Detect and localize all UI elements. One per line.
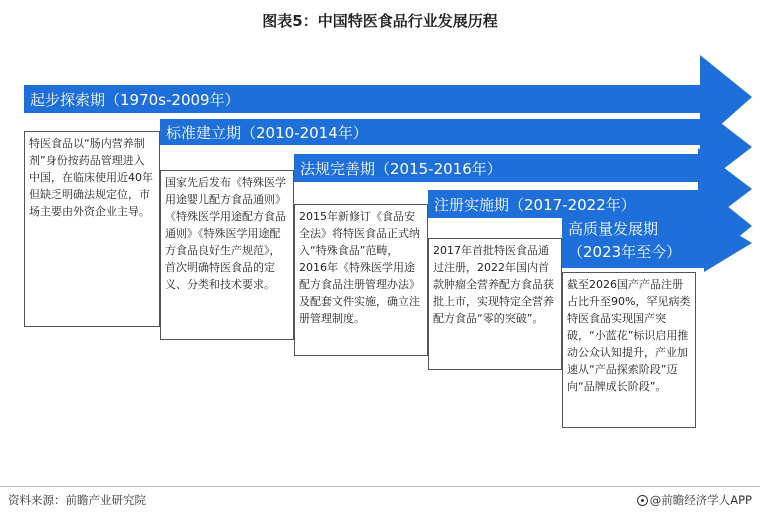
chart-title: 图表5：中国特医食品行业发展历程	[262, 12, 498, 30]
brand-text: @前瞻经济学人APP	[649, 493, 752, 507]
stage-arrow-5	[562, 214, 752, 272]
stage-label-4: 注册实施期（2017-2022年）	[434, 196, 636, 214]
source-note: 资料来源：前瞻产业研究院	[8, 493, 146, 507]
stage-description-4: 2017年首批特医食品通过注册，2022年国内首款肿瘤全营养配方食品获批上市，实现特定全营养配方食品“零的突破”。	[428, 238, 562, 370]
stage-description-1: 特医食品以“肠内营养制剂”身份按药品管理进入中国，在临床使用近40年但缺乏明确法规定位，市场主要由外资企业主导。	[24, 131, 160, 327]
stage-description-3: 2015年新修订《食品安全法》将特医食品正式纳入“特殊食品”范畴，2016年《特殊医学用途配方食品注册管理办法》及配套文件实施，确立注册管理制度。	[294, 204, 428, 356]
brand-logo-icon	[637, 495, 648, 506]
stage-label-3: 法规完善期（2015-2016年）	[300, 160, 502, 178]
stage-description-2: 国家先后发布《特殊医学用途婴儿配方食品通则》《特殊医学用途配方食品通则》《特殊医学用途配方食品良好生产规范》，首次明确特医食品的定义、分类和技术要求。	[160, 170, 294, 340]
stage-label-5-line1: 高质量发展期	[568, 220, 659, 238]
stage-label-2: 标准建立期（2010-2014年）	[166, 124, 368, 142]
stage-label-5-line2: （2023年至今）	[568, 243, 682, 261]
stage-description-5: 截至2026国产产品注册占比升至90%，罕见病类特医食品实现国产突破，“小蓝花”标识启用推动公众认知提升，产业加速从“产品探索阶段”迈向“品牌成长阶段”。	[562, 272, 696, 428]
stage-label-1: 起步探索期（1970s-2009年）	[30, 91, 240, 109]
footer-divider	[0, 486, 760, 487]
brand-credit	[637, 492, 752, 508]
